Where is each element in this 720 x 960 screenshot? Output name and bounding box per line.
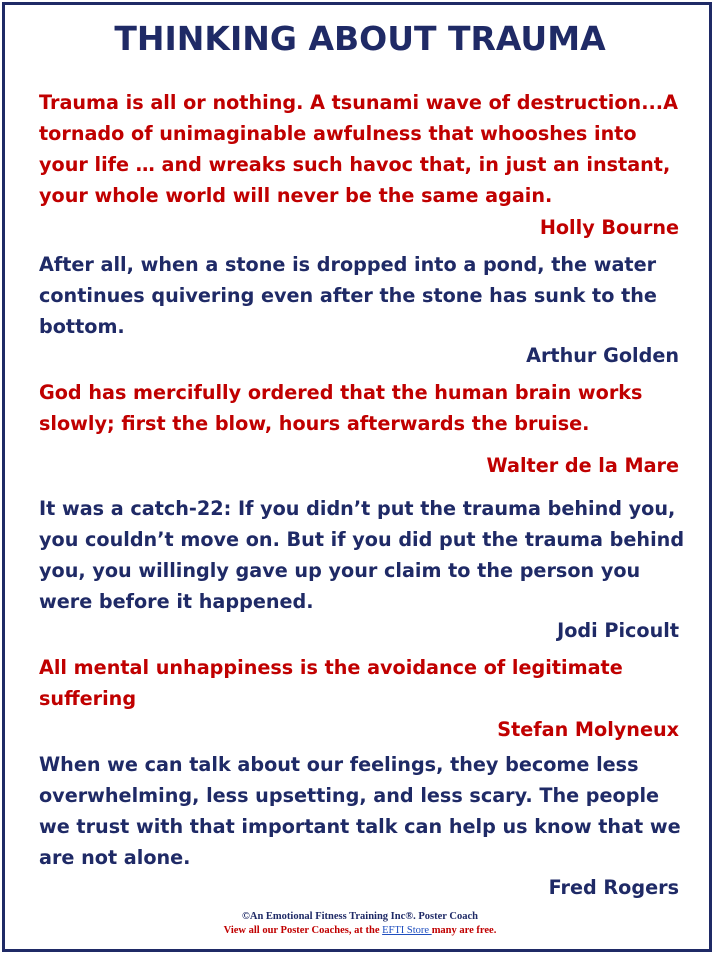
- quote-3-text: God has mercifully ordered that the human brain works slowly; first the blow, hours afterwards the bruise.: [39, 381, 643, 435]
- footer-copyright: ©An Emotional Fitness Training Inc®. Poster Coach: [242, 911, 478, 922]
- quote-4-text: It was a catch-22: If you didn’t put the trauma behind you, you couldn’t move on. But if you did put the trauma behind you, you willingly gave up your claim to the person you were before it happened.: [39, 497, 685, 613]
- footer-store-prefix: View all our Poster Coaches, at the: [223, 925, 383, 936]
- footer: [5, 910, 715, 938]
- poster-title: THINKING ABOUT TRAUMA: [114, 19, 606, 58]
- quote-1-author: Holly Bourne: [539, 216, 679, 239]
- poster-frame: [2, 2, 712, 952]
- quote-2-author: Arthur Golden: [526, 344, 679, 367]
- footer-store-line: [5, 924, 715, 938]
- footer-store-suffix: many are free.: [431, 925, 497, 936]
- quote-5-author: Stefan Molyneux: [497, 718, 679, 741]
- quote-3-author: Walter de la Mare: [486, 454, 679, 477]
- quote-5-text: All mental unhappiness is the avoidance of legitimate suffering: [39, 656, 623, 710]
- quote-2-text: After all, when a stone is dropped into a pond, the water continues quivering even after the stone has sunk to the bottom.: [39, 253, 657, 338]
- quote-4-author: Jodi Picoult: [557, 619, 679, 642]
- quote-1-text: Trauma is all or nothing. A tsunami wave of destruction...A tornado of unimaginable awfulness that whooshes into your life … and wreaks such havoc that, in just an instant, your whole world will never be the same again.: [39, 91, 678, 207]
- quote-6-text: When we can talk about our feelings, they become less overwhelming, less upsetting, and less scary. The people we trust with that important talk can help us know that we are not alone.: [39, 753, 681, 869]
- efti-store-link[interactable]: EFTI Store: [382, 925, 432, 936]
- quote-6-author: Fred Rogers: [548, 876, 679, 899]
